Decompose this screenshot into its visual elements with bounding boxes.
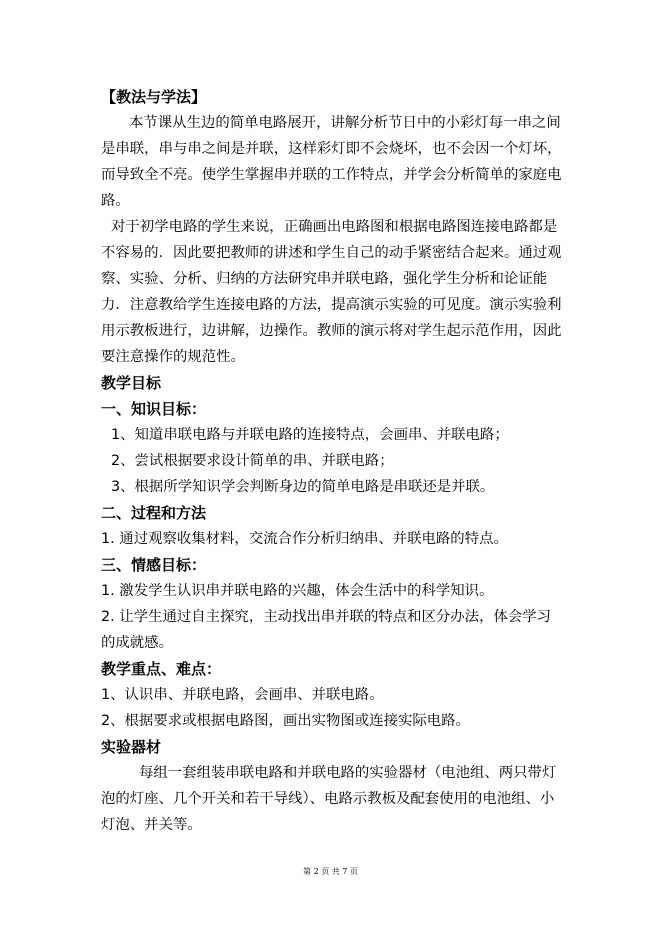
subheading-emotion: 三、情感目标： [101,556,207,574]
subheading-knowledge: 一、知识目标： [101,400,207,418]
method-paragraph-1: 本节课从生边的简单电路展开，讲解分析节日中的小彩灯每一串之间是串联，串与串之间是并联，这样彩灯即不会烧坏，也不会因一个灯坏，而导致全不亮。使学生掌握串并联的工作特点，并学会分析简单的家庭电路。 [101,115,562,209]
method-paragraph-2: 对于初学电路的学生来说，正确画出电路图和根据电路图连接电路都是不容易的．因此要把教师的讲述和学生自己的动手紧密结合起来。通过观察、实验、分析、归纳的方法研究串并联电路，强化学生分析和论证能力．注意教给学生连接电路的方法，提高演示实验的可见度。演示实验利用示教板进行，边讲解，边操作。教师的演示将对学生起示范作用，因此要注意操作的规范性。 [101,219,562,365]
section-heading-method: 【教法与学法】 [101,88,207,106]
section-heading-keypoints: 教学重点、难点： [101,660,222,678]
page-number-footer: 第 2 页 共 7 页 [303,867,358,876]
section-heading-equipment: 实验器材 [101,738,162,756]
emotion-item-2: 2. 让学生通过自主探究，主动找出串并联的特点和区分办法，体会学习的成就感。 [101,609,552,651]
subheading-process: 二、过程和方法 [101,504,207,522]
knowledge-item-1: 1、知道串联电路与并联电路的连接特点，会画串、并联电路； [111,427,509,443]
equipment-paragraph: 每组一套组装串联电路和并联电路的实验器材（电池组、两只带灯泡的灯座、几个开关和若干导线）、电路示教板及配套使用的电池组、小灯泡、并关等。 [101,765,557,833]
keypoint-item-1: 1、认识串、并联电路，会画串、并联电路。 [101,687,384,703]
knowledge-item-2: 2、尝试根据要求设计简单的串、并联电路； [111,453,394,469]
process-item-1: 1. 通过观察收集材料，交流合作分析归纳串、并联电路的特点。 [101,531,508,547]
emotion-item-1: 1. 激发学生认识串并联电路的兴趣，体会生活中的科学知识。 [101,583,494,599]
keypoint-item-2: 2、根据要求或根据电路图，画出实物图或连接实际电路。 [101,713,470,729]
section-heading-goals: 教学目标 [101,374,162,392]
page-content [101,84,565,838]
knowledge-item-3: 3、根据所学知识学会判断身边的简单电路是串联还是并联。 [111,479,495,495]
